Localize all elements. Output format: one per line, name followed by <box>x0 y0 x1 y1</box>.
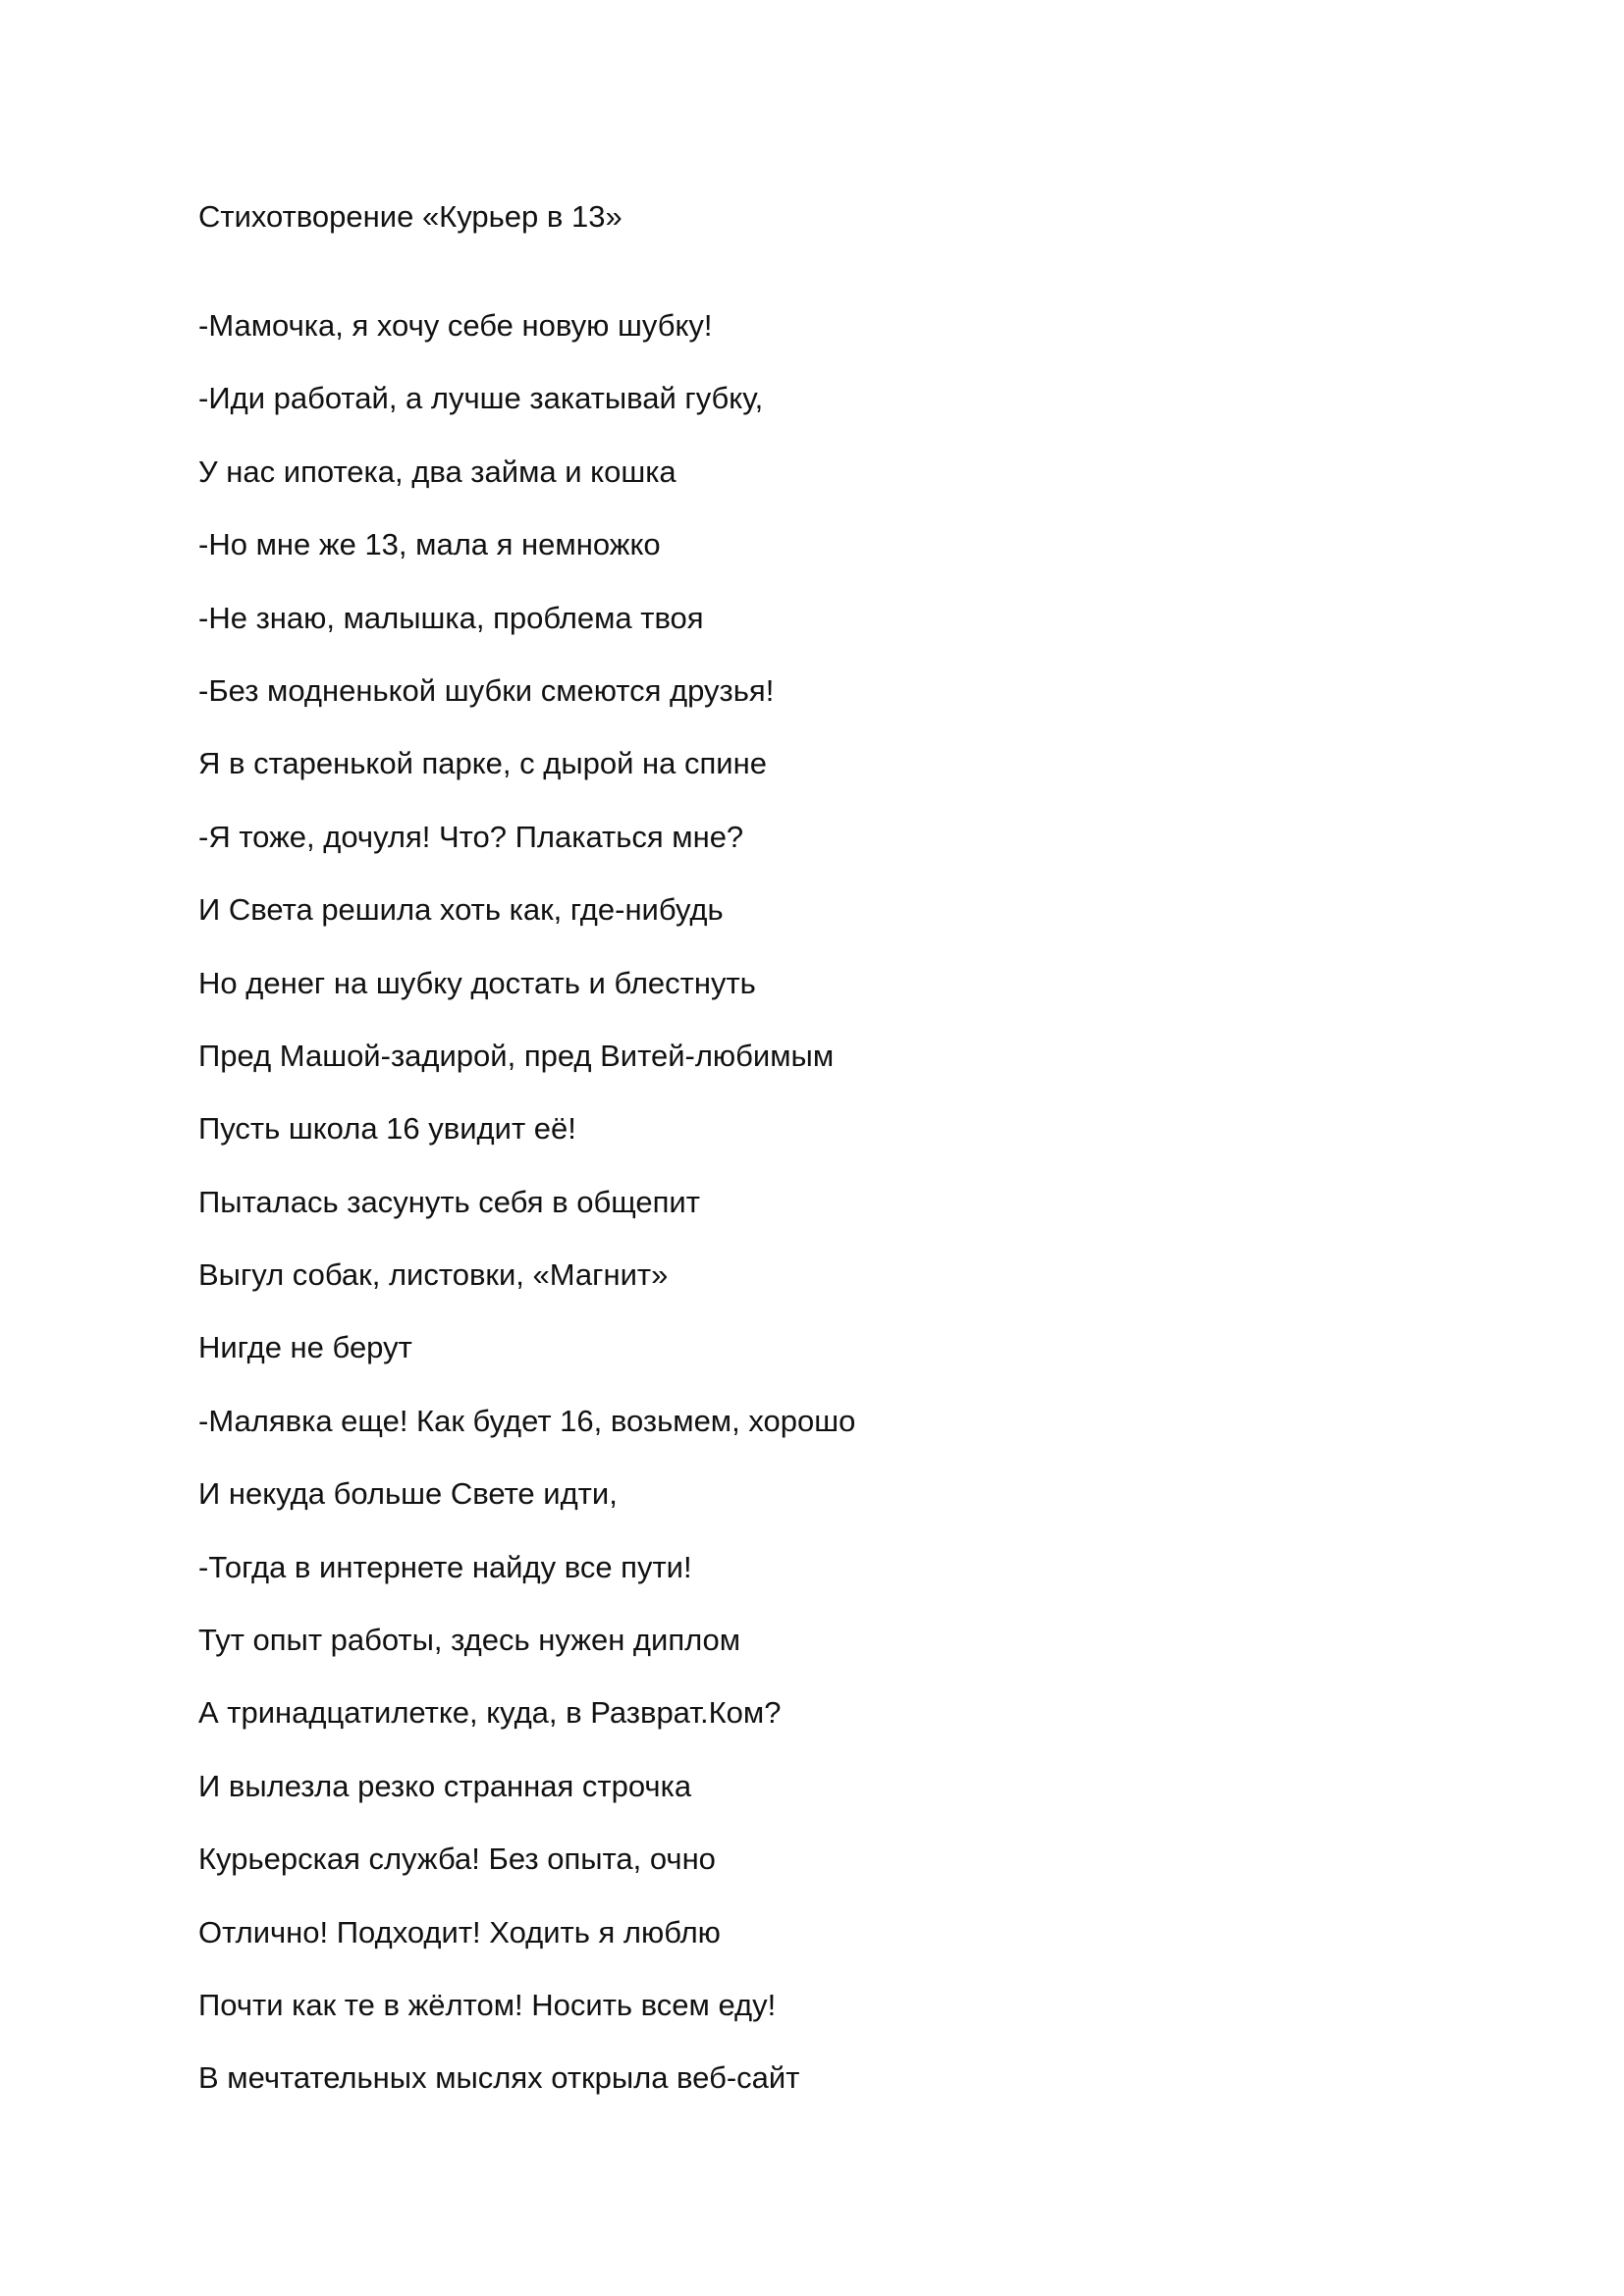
poem-line: -Я тоже, дочуля! Что? Плакаться мне? <box>198 819 744 854</box>
document-body <box>198 194 1426 2096</box>
poem-line: В мечтательных мыслях открыла веб-сайт <box>198 2060 800 2096</box>
poem-line: Нигде не берут <box>198 1330 412 1365</box>
poem-line: А тринадцатилетке, куда, в Разврат.Ком? <box>198 1695 782 1731</box>
poem-line: Выгул собак, листовки, «Магнит» <box>198 1257 669 1293</box>
poem-line: И Света решила хоть как, где-нибудь <box>198 892 724 928</box>
poem-line: Я в старенькой парке, с дырой на спине <box>198 746 767 781</box>
poem-title: Стихотворение «Курьер в 13» <box>198 199 623 234</box>
poem-line: Пусть школа 16 увидит её! <box>198 1111 576 1147</box>
poem-line: И некуда больше Свете идти, <box>198 1476 618 1512</box>
poem-line: -Не знаю, малышка, проблема твоя <box>198 600 704 635</box>
poem-line: Тут опыт работы, здесь нужен диплом <box>198 1623 741 1658</box>
poem-line: -Но мне же 13, мала я немножко <box>198 527 661 562</box>
poem-line: Отлично! Подходит! Ходить я люблю <box>198 1914 721 1949</box>
poem-line: Курьерская служба! Без опыта, очно <box>198 1842 716 1877</box>
poem-line: И вылезла резко странная строчка <box>198 1768 692 1803</box>
poem-line: -Иди работай, а лучше закатывай губку, <box>198 381 764 416</box>
poem-lines <box>198 303 1426 2129</box>
poem-line: -Малявка еще! Как будет 16, возьмем, хорошо <box>198 1403 856 1438</box>
poem-line: -Мамочка, я хочу себе новую шубку! <box>198 308 713 343</box>
poem-line: -Тогда в интернете найду все пути! <box>198 1549 692 1584</box>
poem-line: Но денег на шубку достать и блестнуть <box>198 965 756 1000</box>
poem-line: -Без модненькой шубки смеются друзья! <box>198 672 775 708</box>
poem-line: Почти как те в жёлтом! Носить всем еду! <box>198 1987 777 2022</box>
poem-line: Пред Машой-задирой, пред Витей-любимым <box>198 1038 835 1073</box>
poem-line: Пыталась засунуть себя в общепит <box>198 1184 700 1219</box>
poem-line: У нас ипотека, два займа и кошка <box>198 454 677 489</box>
